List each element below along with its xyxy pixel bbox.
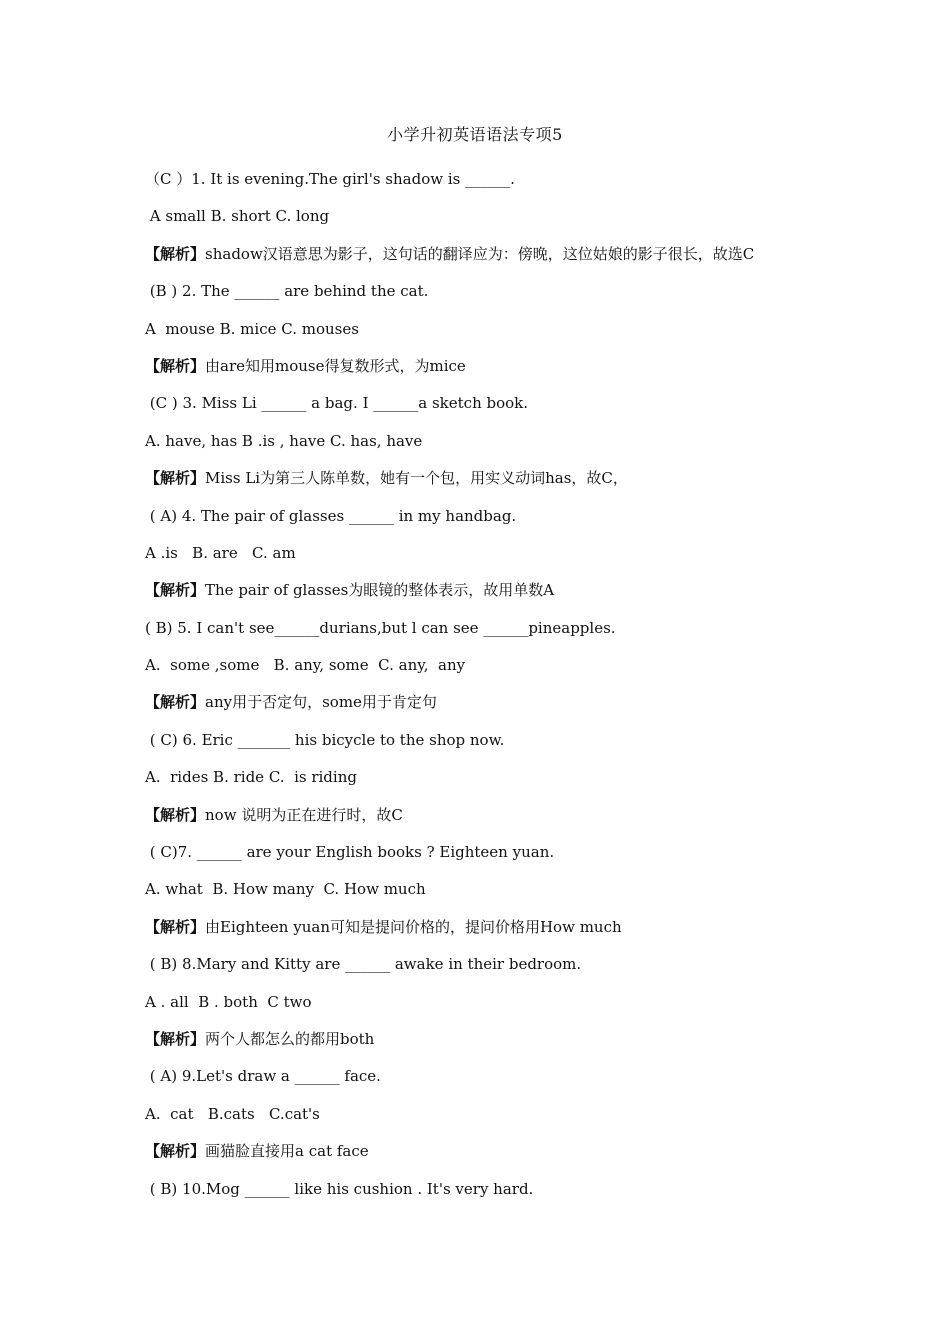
explanation-text: Miss Li为第三人陈单数，她有一个包，用实义动词has，故C， [205, 469, 628, 488]
question-list [145, 161, 805, 1208]
explanation-4 [145, 572, 805, 609]
question-7: ( C)7. ______ are your English books ? Eighteen yuan. [145, 843, 555, 862]
explanation-tag: 【解析】 [145, 805, 206, 824]
options-8: A . all B . both C two [145, 992, 312, 1011]
options-6: A. rides B. ride C. is riding [145, 768, 357, 787]
explanation-tag: 【解析】 [145, 244, 206, 263]
explanation-text: 两个人都怎么的都用both [205, 1030, 375, 1048]
explanation-tag: 【解析】 [145, 917, 206, 936]
options-7: A. what B. How many C. How much [145, 880, 426, 899]
explanation-9 [145, 1133, 805, 1170]
explanation-text: 由are知用mouse得复数形式，为mice [205, 356, 466, 375]
explanation-text: The pair of glasses为眼镜的整体表示，故用单数A [205, 581, 555, 600]
question-6: ( C) 6. Eric _______ his bicycle to the shop now. [145, 730, 505, 749]
explanation-tag: 【解析】 [145, 1030, 206, 1048]
options-2: A mouse B. mice C. mouses [145, 319, 359, 338]
question-3: (C ) 3. Miss Li ______ a bag. I ______a sketch book. [145, 394, 529, 413]
options-3: A. have, has B .is , have C. has, have [145, 431, 423, 450]
explanation-6 [145, 797, 805, 834]
explanation-tag: 【解析】 [145, 356, 206, 375]
explanation-tag: 【解析】 [145, 469, 206, 488]
explanation-7 [145, 909, 805, 946]
explanation-text: shadow汉语意思为影子，这句话的翻译应为：傍晚，这位姑娘的影子很长，故选C [205, 244, 755, 263]
question-4: ( A) 4. The pair of glasses ______ in my handbag. [145, 506, 517, 525]
question-10: ( B) 10.Mog ______ like his cushion . It's very hard. [145, 1179, 534, 1198]
explanation-text: now 说明为正在进行时，故C [205, 805, 403, 824]
explanation-5 [145, 684, 805, 721]
explanation-tag: 【解析】 [145, 693, 206, 712]
page-title: 小学升初英语语法专项5 [387, 125, 563, 144]
explanation-2 [145, 348, 805, 385]
explanation-1 [145, 236, 805, 273]
explanation-3 [145, 460, 805, 497]
explanation-tag: 【解析】 [145, 1142, 206, 1161]
explanation-8 [145, 1021, 805, 1058]
options-4: A .is B. are C. am [145, 543, 296, 562]
question-2: (B ) 2. The ______ are behind the cat. [145, 282, 429, 301]
options-9: A. cat B.cats C.cat's [145, 1104, 320, 1123]
explanation-text: any用于否定句，some用于肯定句 [205, 693, 437, 712]
options-5: A. some ,some B. any, some C. any, any [145, 656, 466, 675]
explanation-tag: 【解析】 [145, 581, 206, 600]
question-5: ( B) 5. I can't see______durians,but l can see ______pineapples. [145, 618, 616, 637]
explanation-text: 画猫脸直接用a cat face [205, 1142, 369, 1161]
question-8: ( B) 8.Mary and Kitty are ______ awake in their bedroom. [145, 955, 582, 974]
options-1: A small B. short C. long [145, 207, 330, 226]
question-1: （C ）1. It is evening.The girl's shadow is ______. [145, 170, 515, 188]
explanation-text: 由Eighteen yuan可知是提问价格的，提问价格用How much [205, 917, 622, 936]
question-9: ( A) 9.Let's draw a ______ face. [145, 1067, 381, 1086]
